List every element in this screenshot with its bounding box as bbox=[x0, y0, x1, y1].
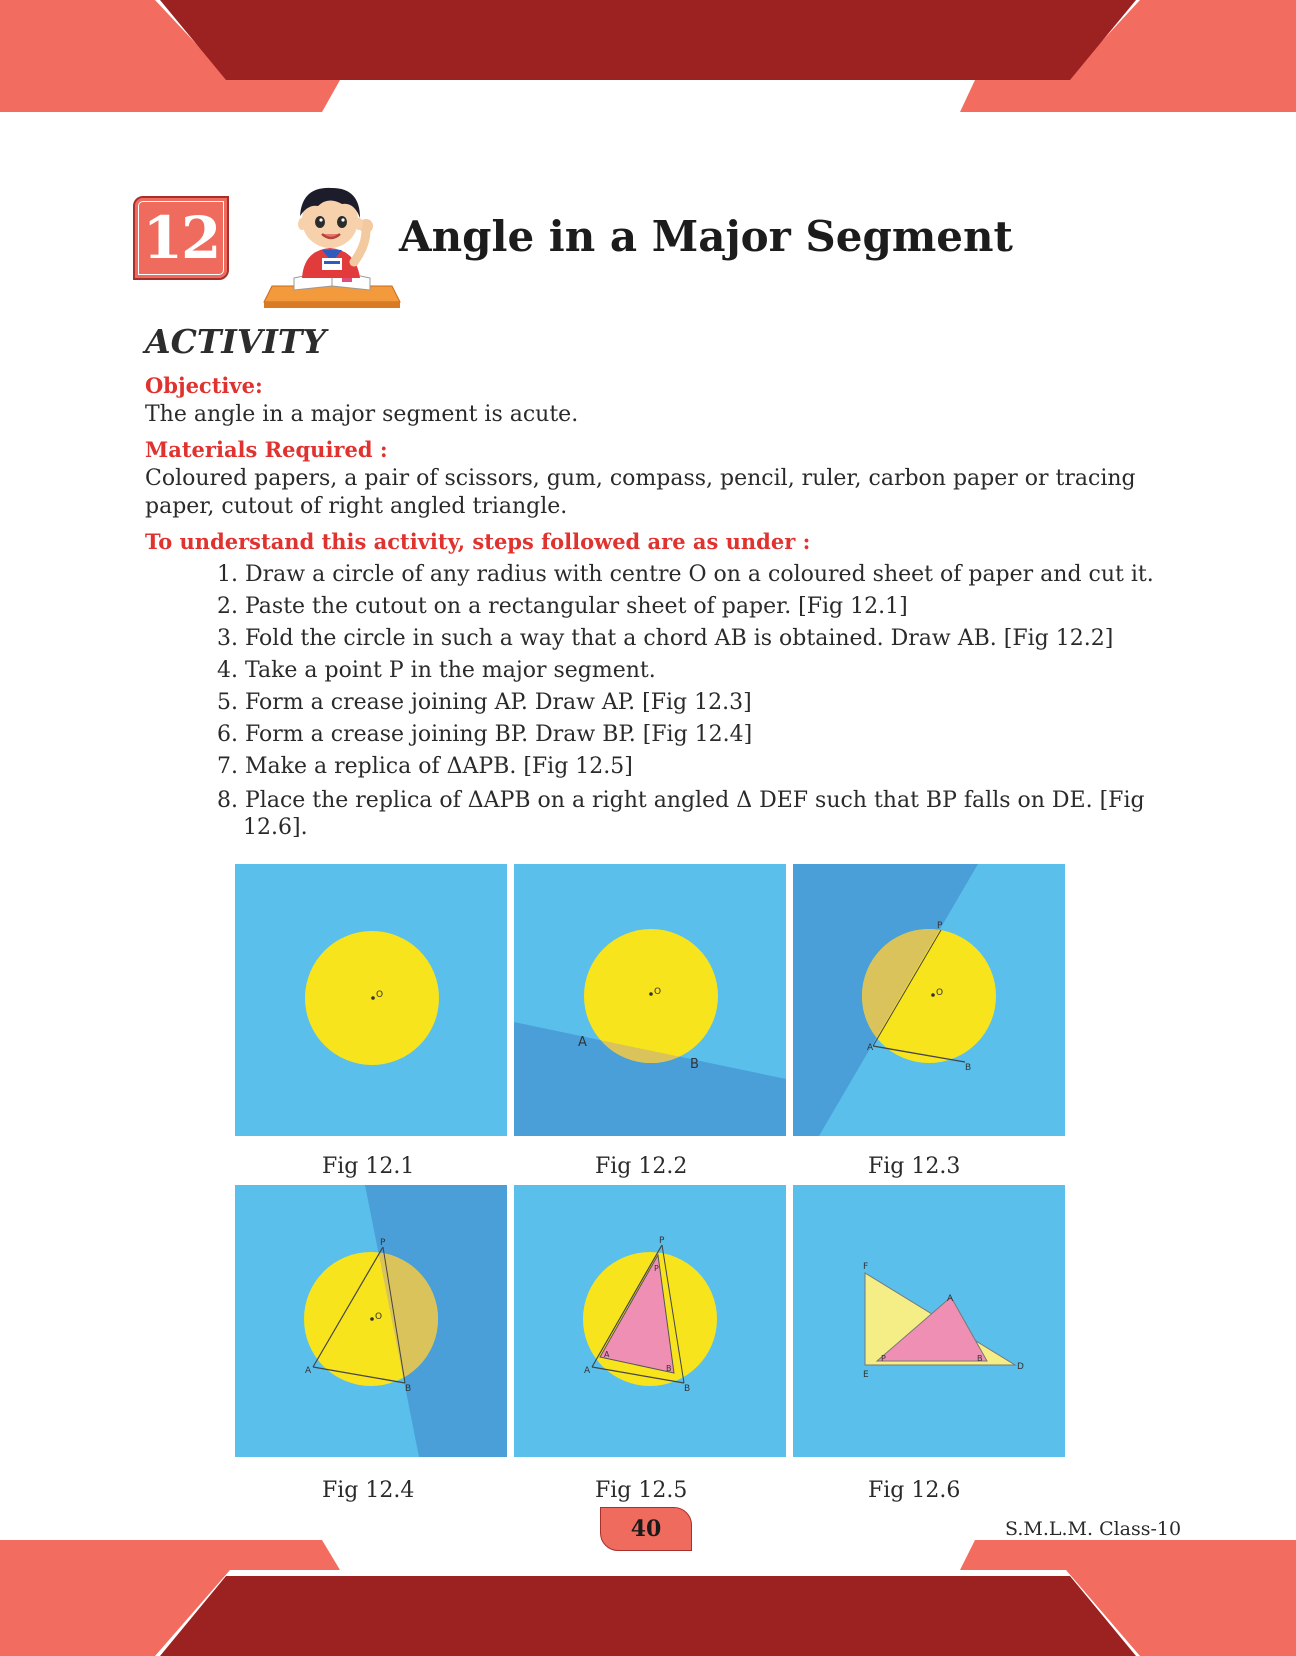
label-a: A bbox=[578, 1035, 587, 1050]
step-item: 1. Draw a circle of any radius with centre O on a coloured sheet of paper and cut it. bbox=[217, 562, 1154, 587]
label-d: D bbox=[1017, 1362, 1024, 1372]
objective-label: Objective: bbox=[145, 373, 263, 398]
activity-content bbox=[145, 322, 1165, 841]
step-item: 5. Form a crease joining AP. Draw AP. [Fig 12.3] bbox=[217, 690, 752, 715]
figure-12-3 bbox=[793, 864, 1065, 1136]
label-b: B bbox=[684, 1384, 691, 1394]
step-item: 7. Make a replica of ΔAPB. [Fig 12.5] bbox=[217, 754, 633, 779]
figure-12-2 bbox=[514, 864, 786, 1136]
chapter-number-badge: 12 bbox=[133, 196, 229, 280]
chapter-title: Angle in a Major Segment bbox=[399, 212, 1013, 261]
figure-caption: Fig 12.4 bbox=[322, 1478, 415, 1503]
student-mascot-illustration bbox=[262, 166, 402, 311]
label-o: O bbox=[936, 988, 944, 998]
label-p: P bbox=[937, 921, 943, 931]
figure-caption: Fig 12.1 bbox=[322, 1154, 415, 1179]
step-item-8 bbox=[217, 787, 1165, 841]
top-band-dark bbox=[160, 0, 1136, 80]
label-b: B bbox=[405, 1384, 412, 1394]
step-item: 3. Fold the circle in such a way that a chord AB is obtained. Draw AB. [Fig 12.2] bbox=[217, 626, 1114, 651]
label-p: P bbox=[881, 1354, 886, 1363]
label-b: B bbox=[965, 1063, 972, 1073]
label-a: A bbox=[584, 1366, 591, 1376]
bottom-decorative-band bbox=[0, 1540, 1296, 1656]
label-a-replica: A bbox=[604, 1350, 610, 1359]
top-decorative-band bbox=[0, 0, 1296, 115]
label-a: A bbox=[305, 1366, 312, 1376]
step-item: 2. Paste the cutout on a rectangular sheet of paper. [Fig 12.1] bbox=[217, 594, 908, 619]
label-o: O bbox=[654, 987, 662, 997]
figure-caption: Fig 12.6 bbox=[868, 1478, 961, 1503]
figure-12-5 bbox=[514, 1185, 786, 1457]
figure-caption: Fig 12.2 bbox=[595, 1154, 688, 1179]
steps-list bbox=[217, 559, 1165, 841]
label-o: O bbox=[375, 1312, 383, 1322]
label-p: P bbox=[380, 1238, 386, 1248]
steps-label: To understand this activity, steps followed are as under : bbox=[145, 529, 811, 554]
label-a: A bbox=[867, 1043, 874, 1053]
label-p-replica: P bbox=[654, 1264, 659, 1273]
label-p: P bbox=[659, 1236, 665, 1246]
activity-heading: ACTIVITY bbox=[145, 322, 327, 361]
figure-12-6 bbox=[793, 1185, 1065, 1457]
materials-label: Materials Required : bbox=[145, 437, 388, 462]
label-b-replica: B bbox=[666, 1364, 672, 1373]
step-8-line-2: 12.6]. bbox=[243, 815, 308, 840]
label-a: A bbox=[947, 1294, 954, 1304]
label-f: F bbox=[863, 1262, 869, 1272]
bottom-band-dark bbox=[160, 1576, 1136, 1656]
objective-text: The angle in a major segment is acute. bbox=[145, 402, 579, 427]
series-label: S.M.L.M. Class-10 bbox=[1005, 1518, 1182, 1540]
figure-12-1 bbox=[235, 864, 507, 1136]
page-number: 40 bbox=[600, 1507, 692, 1551]
label-b: B bbox=[977, 1354, 983, 1363]
step-item: 6. Form a crease joining BP. Draw BP. [Fig 12.4] bbox=[217, 722, 753, 747]
figure-caption: Fig 12.3 bbox=[868, 1154, 961, 1179]
figure-caption: Fig 12.5 bbox=[595, 1478, 688, 1503]
label-o: O bbox=[376, 990, 384, 1000]
materials-text: Coloured papers, a pair of scissors, gum, compass, pencil, ruler, carbon paper or tracing paper, cutout of right angled triangle. bbox=[145, 466, 1136, 519]
step-8-line-1: 8. Place the replica of ΔAPB on a right angled Δ DEF such that BP falls on DE. [Fig bbox=[217, 788, 1145, 813]
step-item: 4. Take a point P in the major segment. bbox=[217, 658, 656, 683]
label-e: E bbox=[863, 1370, 869, 1380]
label-b: B bbox=[690, 1057, 699, 1072]
figure-12-4 bbox=[235, 1185, 507, 1457]
